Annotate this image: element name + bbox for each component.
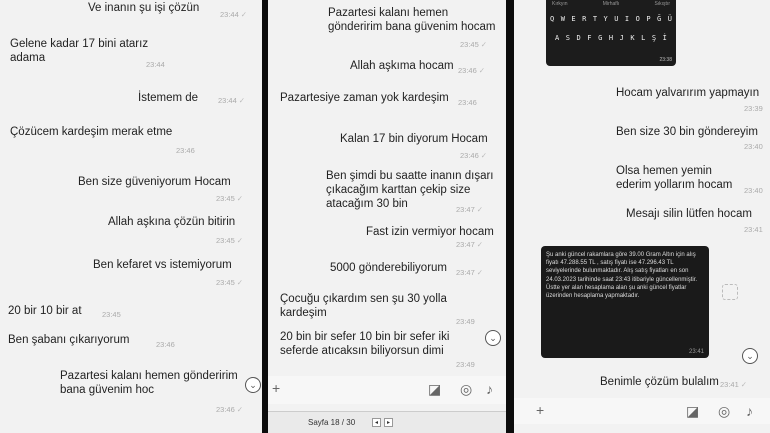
message-text: Kalan 17 bin diyorum Hocam: [340, 133, 488, 145]
page-label: Sayfa 18 / 30: [308, 418, 356, 427]
keyboard-key: W: [560, 15, 565, 23]
camera-icon[interactable]: ◎: [718, 403, 731, 419]
read-tick-icon: ✓: [236, 278, 244, 287]
message-input-bar: [514, 398, 770, 424]
keyboard-key: K: [630, 34, 635, 42]
message-time: 23:44 ✓: [218, 96, 246, 105]
plus-icon[interactable]: +: [272, 380, 281, 396]
message-text: Allah aşkıma hocam: [350, 60, 454, 72]
sticker-icon[interactable]: ◪: [686, 403, 700, 419]
read-tick-icon: ✓: [480, 151, 488, 160]
chat-panel-middle: [268, 0, 506, 433]
keyboard-key: H: [608, 34, 614, 42]
message-text: Olsa hemen yemin ederim yollarım hocam: [616, 165, 733, 191]
keyboard-key: J: [619, 34, 624, 42]
message-text: Pazartesi kalanı hemen gönderirim bana güvenim hocam: [328, 7, 496, 33]
keyboard-key: İ: [662, 34, 667, 42]
keyboard-key: D: [576, 34, 581, 42]
chat-panel-left: [0, 0, 262, 433]
keyboard-key: Ü: [667, 15, 672, 23]
message-time: 23:40: [744, 186, 763, 195]
keyboard-key: Ğ: [657, 15, 662, 23]
read-tick-icon: ✓: [240, 10, 248, 19]
message-time: 23:46: [176, 146, 195, 155]
card-time: 23:41: [688, 349, 704, 355]
keyboard-time: 23:38: [659, 57, 672, 63]
forward-icon[interactable]: [722, 284, 738, 300]
keyboard-key: L: [641, 34, 646, 42]
card-text: Şu anki güncel rakamlara göre 39.00 Gram Altın için alış fiyatı 47.288.55 TL , satış fiyatı ise 47.296.43 TL seviyelerinde bulunmaktadır. Alış satış fiyatları en son 24.03.2023 tarihinde saat 23:43 itibariyle güncellenmiştir. Üstte yer alan hesaplama alan şu anki güncel fiyatlar üzerinden hesaplama yapmaktadır.: [546, 252, 698, 300]
panel-divider: [506, 0, 514, 433]
scroll-down-button[interactable]: ⌄: [485, 330, 501, 346]
message-time: 23:44 ✓: [220, 10, 248, 19]
keyboard-suggestions: [552, 1, 670, 7]
read-tick-icon: ✓: [478, 66, 486, 75]
message-text: Ben şimdi bu saatte inanın dışarı çıkacağım karttan çekip size atacağım 30 bin: [326, 170, 494, 210]
next-page-button[interactable]: ▸: [384, 418, 393, 427]
message-time: 23:39: [744, 104, 763, 113]
message-text: Mesajı silin lütfen hocam: [626, 208, 752, 220]
read-tick-icon: ✓: [236, 405, 244, 414]
message-time: 23:47 ✓: [456, 240, 484, 249]
keyboard-row: [555, 34, 667, 42]
plus-icon[interactable]: +: [536, 402, 545, 418]
message-time: 23:41: [744, 225, 763, 234]
keyboard-key: Ş: [651, 34, 657, 42]
keyboard-key: P: [646, 15, 651, 23]
camera-icon[interactable]: ◎: [460, 381, 473, 397]
scroll-down-button[interactable]: ⌄: [742, 348, 758, 364]
gold-price-card: [541, 246, 709, 358]
message-text: Pazartesiye zaman yok kardeşim: [280, 92, 449, 104]
keyboard-key: T: [592, 15, 598, 23]
message-time: 23:49: [456, 360, 475, 369]
read-tick-icon: ✓: [238, 96, 246, 105]
message-text: Çözücem kardeşim merak etme: [10, 126, 173, 138]
message-text: Gelene kadar 17 bini atarız adama: [10, 38, 149, 64]
message-text: Ben size 30 bin göndereyim: [616, 126, 758, 138]
read-tick-icon: ✓: [476, 205, 484, 214]
message-time: 23:45 ✓: [216, 236, 244, 245]
message-text: Ben size güveniyorum Hocam: [78, 176, 231, 188]
message-text: Ve inanın şu işi çözün: [88, 2, 200, 14]
mic-icon[interactable]: ♪: [486, 381, 493, 397]
message-text: İstemem de: [138, 92, 199, 104]
keyboard-key: Q: [550, 15, 555, 23]
message-text: Çocuğu çıkardım sen şu 30 yolla kardeşim: [280, 293, 447, 319]
keyboard-key: G: [598, 34, 603, 42]
message-time: 23:41 ✓: [720, 380, 748, 389]
keyboard-key: U: [614, 15, 619, 23]
read-tick-icon: ✓: [476, 240, 484, 249]
message-time: 23:45 ✓: [216, 194, 244, 203]
read-tick-icon: ✓: [236, 194, 244, 203]
message-text: Ben kefaret vs istemiyorum: [93, 259, 232, 271]
keyboard-suggestion: Kırkyın: [552, 1, 568, 7]
read-tick-icon: ✓: [740, 380, 748, 389]
keyboard-row: [550, 15, 672, 23]
keyboard-key: Y: [603, 15, 608, 23]
read-tick-icon: ✓: [476, 268, 484, 277]
message-text: Benimle çözüm bulalım: [600, 376, 719, 388]
keyboard-key: F: [587, 34, 592, 42]
message-time: 23:46: [458, 98, 477, 107]
message-time: 23:47 ✓: [456, 205, 484, 214]
keyboard-key: I: [624, 15, 630, 23]
read-tick-icon: ✓: [480, 40, 488, 49]
read-tick-icon: ✓: [236, 236, 244, 245]
page-navigator: [268, 411, 506, 433]
keyboard-key: R: [582, 15, 587, 23]
message-time: 23:47 ✓: [456, 268, 484, 277]
message-text: Ben şabanı çıkarıyorum: [8, 334, 130, 346]
message-time: 23:44: [146, 60, 165, 69]
message-text: Pazartesi kalanı hemen gönderirim bana güvenim hoc: [60, 370, 238, 396]
scroll-down-button[interactable]: ⌄: [245, 377, 261, 393]
chat-panel-right: [514, 0, 770, 433]
message-time: 23:46 ✓: [460, 151, 488, 160]
message-text: 20 bir 10 bir at: [8, 305, 82, 317]
message-text: Hocam yalvarırım yapmayın: [616, 87, 760, 99]
message-text: Fast izin vermiyor hocam: [366, 226, 494, 238]
keyboard-key: A: [555, 34, 560, 42]
prev-page-button[interactable]: ◂: [372, 418, 381, 427]
message-time: 23:45 ✓: [460, 40, 488, 49]
keyboard-key: S: [565, 34, 570, 42]
keyboard-screenshot: [546, 0, 676, 66]
message-text: Allah aşkına çözün bitirin: [108, 216, 236, 228]
keyboard-key: O: [635, 15, 640, 23]
message-time: 23:46 ✓: [458, 66, 486, 75]
message-time: 23:40: [744, 142, 763, 151]
keyboard-suggestion: Mirhaflı: [602, 1, 620, 7]
sticker-icon[interactable]: ◪: [428, 381, 442, 397]
message-text: 20 bin bir sefer 10 bin bir sefer iki seferde atıcaksın biliyorsun dimi: [280, 331, 450, 357]
message-time: 23:49: [456, 317, 475, 326]
message-time: 23:45: [102, 310, 121, 319]
message-text: 5000 gönderebiliyorum: [330, 262, 447, 274]
message-input-bar: [268, 376, 506, 404]
keyboard-suggestion: Sıkıştır: [654, 1, 670, 7]
message-time: 23:46 ✓: [216, 405, 244, 414]
message-time: 23:46: [156, 340, 175, 349]
message-time: 23:45 ✓: [216, 278, 244, 287]
mic-icon[interactable]: ♪: [746, 403, 753, 419]
keyboard-key: E: [571, 15, 576, 23]
